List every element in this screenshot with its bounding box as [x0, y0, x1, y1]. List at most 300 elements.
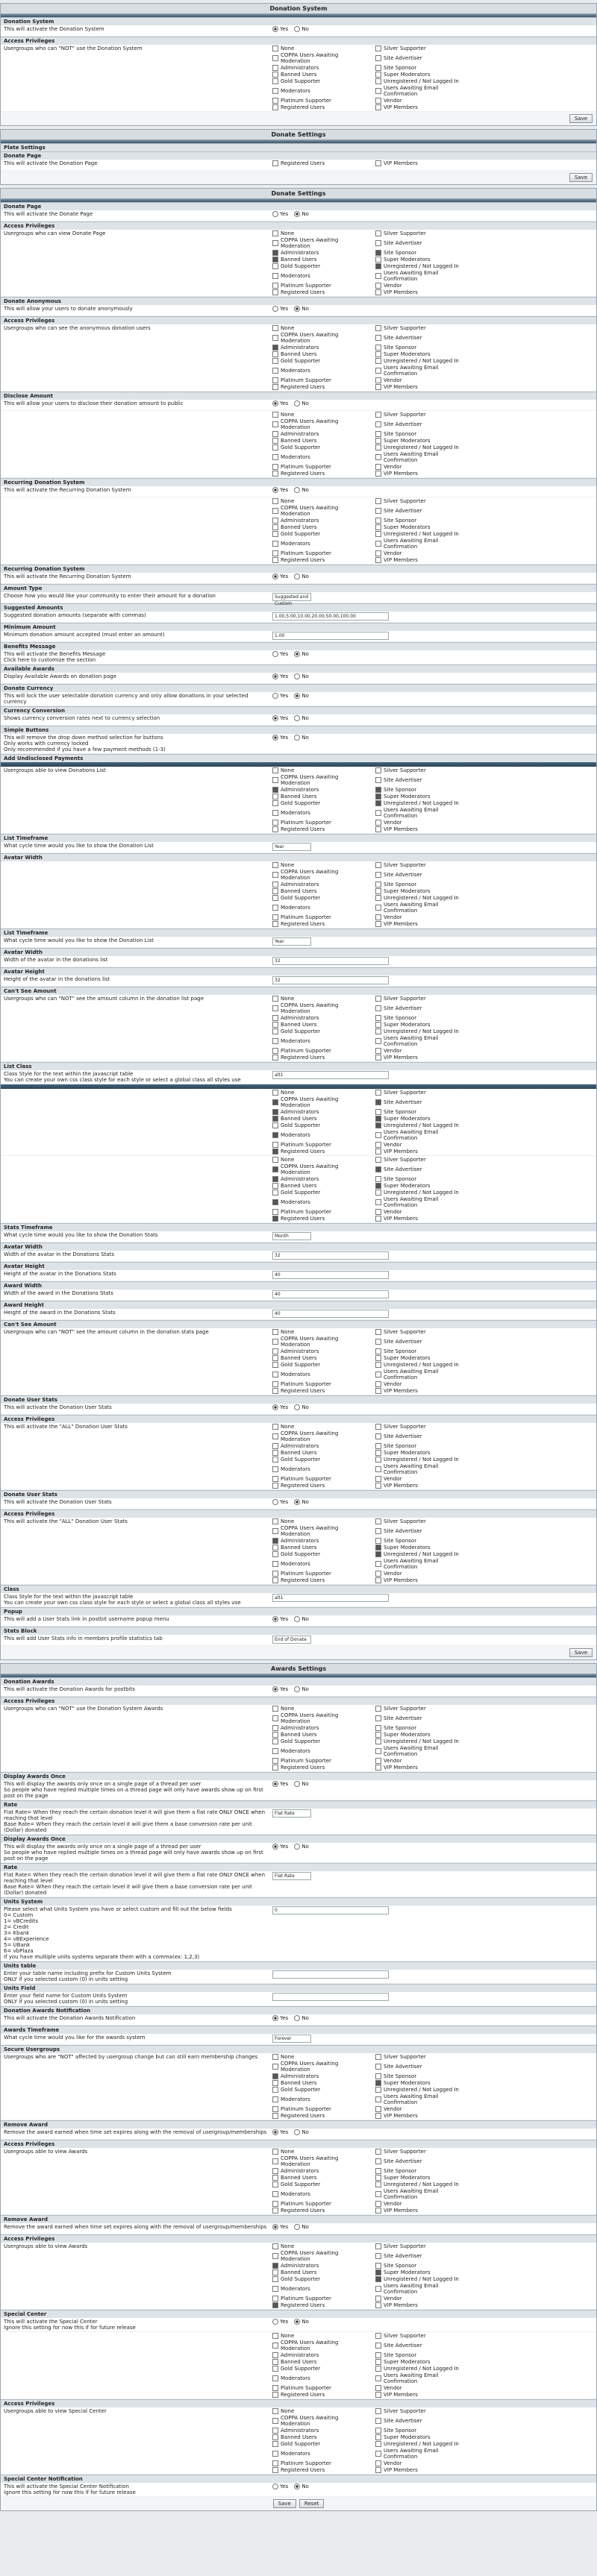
checkbox[interactable] — [375, 1388, 381, 1394]
save-button[interactable]: Save — [273, 2499, 296, 2508]
checkbox[interactable] — [375, 230, 381, 236]
checkbox[interactable] — [272, 1116, 278, 1122]
checkbox[interactable] — [375, 1424, 381, 1430]
checkbox[interactable] — [375, 444, 381, 450]
usergroup-checkbox[interactable] — [375, 45, 472, 51]
checkbox[interactable] — [272, 2467, 278, 2473]
checkbox[interactable] — [375, 820, 381, 826]
usergroup-checkbox[interactable] — [272, 2106, 369, 2112]
usergroup-checkbox[interactable] — [375, 451, 472, 463]
usergroup-checkbox[interactable] — [375, 2113, 472, 2119]
radio-no[interactable] — [294, 26, 300, 32]
usergroup-checkbox[interactable] — [375, 438, 472, 444]
checkbox[interactable] — [375, 335, 381, 341]
usergroup-checkbox[interactable] — [272, 2201, 369, 2207]
checkbox[interactable] — [375, 2343, 381, 2349]
usergroup-checkbox[interactable] — [375, 230, 472, 236]
checkbox[interactable] — [272, 438, 278, 444]
usergroup-checkbox[interactable] — [375, 800, 472, 806]
usergroup-checkbox[interactable] — [272, 2181, 369, 2187]
usergroup-checkbox[interactable] — [272, 1216, 369, 1222]
checkbox[interactable] — [375, 2467, 381, 2473]
usergroup-checkbox[interactable] — [272, 2340, 369, 2352]
checkbox[interactable] — [375, 1199, 381, 1205]
checkbox[interactable] — [272, 289, 278, 295]
checkbox[interactable] — [375, 826, 381, 832]
usergroup-checkbox[interactable] — [375, 1116, 472, 1122]
checkbox[interactable] — [272, 2343, 278, 2349]
checkbox[interactable] — [272, 1748, 278, 1754]
checkbox[interactable] — [272, 800, 278, 806]
select-field[interactable]: End of Donate — [272, 1636, 311, 1644]
usergroup-checkbox[interactable] — [272, 2061, 369, 2073]
usergroup-checkbox[interactable] — [272, 98, 369, 104]
usergroup-checkbox[interactable] — [375, 418, 472, 430]
usergroup-checkbox[interactable] — [272, 45, 369, 51]
checkbox[interactable] — [272, 1765, 278, 1771]
usergroup-checkbox[interactable] — [272, 518, 369, 524]
usergroup-checkbox[interactable] — [272, 1732, 369, 1738]
checkbox[interactable] — [272, 464, 278, 470]
checkbox[interactable] — [272, 250, 278, 256]
usergroup-checkbox[interactable] — [375, 1055, 472, 1061]
save-button[interactable]: Save — [569, 114, 593, 123]
checkbox[interactable] — [272, 794, 278, 799]
usergroup-checkbox[interactable] — [375, 2428, 472, 2434]
checkbox[interactable] — [272, 240, 278, 246]
usergroup-checkbox[interactable] — [272, 160, 369, 166]
usergroup-checkbox[interactable] — [375, 104, 472, 110]
usergroup-checkbox[interactable] — [272, 351, 369, 357]
usergroup-checkbox[interactable] — [272, 1362, 369, 1368]
usergroup-checkbox[interactable] — [272, 270, 369, 282]
checkbox[interactable] — [272, 1545, 278, 1551]
checkbox[interactable] — [272, 1476, 278, 1482]
checkbox[interactable] — [272, 1216, 278, 1222]
checkbox[interactable] — [272, 1528, 278, 1534]
usergroup-checkbox[interactable] — [375, 1028, 472, 1034]
checkbox[interactable] — [375, 1518, 381, 1524]
checkbox[interactable] — [375, 550, 381, 556]
checkbox[interactable] — [375, 1142, 381, 1148]
usergroup-checkbox[interactable] — [375, 1443, 472, 1449]
usergroup-checkbox[interactable] — [272, 505, 369, 517]
usergroup-checkbox[interactable] — [272, 418, 369, 430]
checkbox[interactable] — [375, 2191, 381, 2197]
usergroup-checkbox[interactable] — [375, 2087, 472, 2093]
usergroup-checkbox[interactable] — [272, 85, 369, 97]
usergroup-checkbox[interactable] — [375, 820, 472, 826]
usergroup-checkbox[interactable] — [272, 498, 369, 504]
usergroup-checkbox[interactable] — [375, 2201, 472, 2207]
usergroup-checkbox[interactable] — [272, 1142, 369, 1148]
checkbox[interactable] — [272, 1149, 278, 1155]
usergroup-checkbox[interactable] — [375, 289, 472, 295]
usergroup-checkbox[interactable] — [375, 888, 472, 894]
checkbox[interactable] — [272, 508, 278, 514]
usergroup-checkbox[interactable] — [375, 2168, 472, 2174]
usergroup-checkbox[interactable] — [375, 237, 472, 249]
usergroup-checkbox[interactable] — [375, 431, 472, 437]
select-field[interactable]: Flat Rate — [272, 1872, 311, 1880]
usergroup-checkbox[interactable] — [272, 325, 369, 331]
checkbox[interactable] — [272, 454, 278, 460]
usergroup-checkbox[interactable] — [375, 869, 472, 881]
checkbox[interactable] — [375, 1476, 381, 1482]
usergroup-checkbox[interactable] — [272, 1149, 369, 1155]
usergroup-checkbox[interactable] — [375, 1355, 472, 1361]
checkbox[interactable] — [375, 2408, 381, 2414]
radio-yes[interactable] — [272, 693, 278, 699]
usergroup-checkbox[interactable] — [375, 2181, 472, 2187]
checkbox[interactable] — [375, 377, 381, 383]
usergroup-checkbox[interactable] — [272, 921, 369, 927]
checkbox[interactable] — [272, 1048, 278, 1054]
save-button[interactable]: Save — [569, 173, 593, 182]
usergroup-checkbox[interactable] — [272, 2385, 369, 2391]
checkbox[interactable] — [272, 1518, 278, 1524]
checkbox[interactable] — [272, 55, 278, 61]
checkbox[interactable] — [375, 2158, 381, 2164]
usergroup-checkbox[interactable] — [272, 538, 369, 550]
usergroup-checkbox[interactable] — [272, 2372, 369, 2384]
radio-yes[interactable] — [272, 673, 278, 679]
usergroup-checkbox[interactable] — [375, 351, 472, 357]
checkbox[interactable] — [375, 263, 381, 269]
checkbox[interactable] — [375, 1748, 381, 1754]
checkbox[interactable] — [375, 2149, 381, 2155]
checkbox[interactable] — [272, 2286, 278, 2292]
usergroup-checkbox[interactable] — [272, 65, 369, 71]
usergroup-checkbox[interactable] — [272, 2333, 369, 2339]
radio-no[interactable] — [294, 574, 300, 579]
checkbox[interactable] — [272, 2181, 278, 2187]
checkbox[interactable] — [272, 104, 278, 110]
radio-no[interactable] — [294, 1686, 300, 1692]
usergroup-checkbox[interactable] — [375, 1706, 472, 1712]
usergroup-checkbox[interactable] — [375, 471, 472, 477]
usergroup-checkbox[interactable] — [272, 2434, 369, 2440]
checkbox[interactable] — [272, 1577, 278, 1583]
usergroup-checkbox[interactable] — [272, 377, 369, 383]
usergroup-checkbox[interactable] — [375, 2054, 472, 2060]
usergroup-checkbox[interactable] — [375, 325, 472, 331]
checkbox[interactable] — [272, 1466, 278, 1472]
usergroup-checkbox[interactable] — [272, 1712, 369, 1724]
checkbox[interactable] — [375, 2054, 381, 2060]
usergroup-checkbox[interactable] — [375, 1090, 472, 1096]
radio-yes[interactable] — [272, 211, 278, 217]
checkbox[interactable] — [375, 2269, 381, 2275]
usergroup-checkbox[interactable] — [272, 820, 369, 826]
usergroup-checkbox[interactable] — [375, 996, 472, 1002]
usergroup-checkbox[interactable] — [272, 2296, 369, 2302]
checkbox[interactable] — [272, 1381, 278, 1387]
checkbox[interactable] — [375, 283, 381, 289]
checkbox[interactable] — [272, 2073, 278, 2079]
usergroup-checkbox[interactable] — [375, 1362, 472, 1368]
checkbox[interactable] — [375, 996, 381, 1002]
usergroup-checkbox[interactable] — [272, 2283, 369, 2295]
checkbox[interactable] — [272, 1209, 278, 1215]
usergroup-checkbox[interactable] — [375, 794, 472, 799]
usergroup-checkbox[interactable] — [375, 557, 472, 563]
checkbox[interactable] — [375, 1099, 381, 1105]
checkbox[interactable] — [375, 1216, 381, 1222]
usergroup-checkbox[interactable] — [272, 1457, 369, 1463]
usergroup-checkbox[interactable] — [375, 882, 472, 888]
checkbox[interactable] — [375, 1715, 381, 1721]
usergroup-checkbox[interactable] — [375, 2243, 472, 2249]
usergroup-checkbox[interactable] — [272, 2263, 369, 2269]
checkbox[interactable] — [272, 1166, 278, 1172]
usergroup-checkbox[interactable] — [272, 1518, 369, 1524]
usergroup-checkbox[interactable] — [375, 1430, 472, 1442]
usergroup-checkbox[interactable] — [375, 1765, 472, 1771]
checkbox[interactable] — [375, 1457, 381, 1463]
checkbox[interactable] — [375, 1348, 381, 1354]
usergroup-checkbox[interactable] — [272, 1209, 369, 1215]
checkbox[interactable] — [375, 2296, 381, 2302]
checkbox[interactable] — [375, 289, 381, 295]
text-input[interactable]: 32 — [272, 1251, 389, 1260]
checkbox[interactable] — [375, 2253, 381, 2259]
text-input[interactable]: alt1 — [272, 1594, 389, 1602]
checkbox[interactable] — [272, 335, 278, 341]
usergroup-checkbox[interactable] — [272, 1443, 369, 1449]
usergroup-checkbox[interactable] — [375, 807, 472, 819]
usergroup-checkbox[interactable] — [375, 2340, 472, 2352]
usergroup-checkbox[interactable] — [272, 230, 369, 236]
usergroup-checkbox[interactable] — [375, 332, 472, 344]
checkbox[interactable] — [272, 1183, 278, 1189]
checkbox[interactable] — [272, 1005, 278, 1011]
checkbox[interactable] — [375, 1732, 381, 1738]
usergroup-checkbox[interactable] — [272, 431, 369, 437]
usergroup-checkbox[interactable] — [272, 1765, 369, 1771]
checkbox[interactable] — [272, 498, 278, 504]
radio-no[interactable] — [294, 1781, 300, 1787]
checkbox[interactable] — [272, 2168, 278, 2174]
checkbox[interactable] — [272, 1433, 278, 1439]
usergroup-checkbox[interactable] — [375, 2269, 472, 2275]
checkbox[interactable] — [375, 498, 381, 504]
usergroup-checkbox[interactable] — [272, 2408, 369, 2414]
usergroup-checkbox[interactable] — [375, 1157, 472, 1163]
checkbox[interactable] — [375, 862, 381, 868]
checkbox[interactable] — [272, 2201, 278, 2207]
usergroup-checkbox[interactable] — [375, 345, 472, 351]
usergroup-checkbox[interactable] — [272, 1577, 369, 1583]
checkbox[interactable] — [272, 550, 278, 556]
checkbox[interactable] — [272, 2366, 278, 2372]
usergroup-checkbox[interactable] — [272, 2366, 369, 2372]
checkbox[interactable] — [375, 1372, 381, 1377]
radio-yes[interactable] — [272, 1499, 278, 1505]
radio-yes[interactable] — [272, 2319, 278, 2325]
checkbox[interactable] — [375, 2096, 381, 2102]
checkbox[interactable] — [272, 1132, 278, 1138]
usergroup-checkbox[interactable] — [375, 358, 472, 364]
checkbox[interactable] — [272, 2359, 278, 2365]
checkbox[interactable] — [272, 412, 278, 418]
checkbox[interactable] — [272, 1372, 278, 1377]
usergroup-checkbox[interactable] — [375, 1457, 472, 1463]
usergroup-checkbox[interactable] — [272, 826, 369, 832]
checkbox[interactable] — [272, 98, 278, 104]
checkbox[interactable] — [272, 1339, 278, 1345]
checkbox[interactable] — [375, 2286, 381, 2292]
checkbox[interactable] — [375, 1132, 381, 1138]
save-button[interactable]: Save — [569, 1648, 593, 1657]
radio-yes[interactable] — [272, 651, 278, 657]
checkbox[interactable] — [375, 65, 381, 71]
checkbox[interactable] — [375, 1329, 381, 1335]
checkbox[interactable] — [272, 1571, 278, 1577]
usergroup-checkbox[interactable] — [272, 2352, 369, 2358]
usergroup-checkbox[interactable] — [375, 1149, 472, 1155]
usergroup-checkbox[interactable] — [375, 2175, 472, 2181]
usergroup-checkbox[interactable] — [272, 1738, 369, 1744]
checkbox[interactable] — [272, 1538, 278, 1544]
usergroup-checkbox[interactable] — [272, 464, 369, 470]
checkbox[interactable] — [272, 518, 278, 524]
checkbox[interactable] — [272, 1055, 278, 1061]
radio-yes[interactable] — [272, 1404, 278, 1410]
checkbox[interactable] — [375, 1528, 381, 1534]
checkbox[interactable] — [375, 921, 381, 927]
select-field[interactable]: Forever — [272, 2035, 311, 2043]
usergroup-checkbox[interactable] — [375, 2302, 472, 2308]
checkbox[interactable] — [375, 2168, 381, 2174]
usergroup-checkbox[interactable] — [375, 1725, 472, 1731]
usergroup-checkbox[interactable] — [272, 1055, 369, 1061]
usergroup-checkbox[interactable] — [375, 1476, 472, 1482]
usergroup-checkbox[interactable] — [272, 2168, 369, 2174]
radio-no[interactable] — [294, 2224, 300, 2230]
checkbox[interactable] — [272, 325, 278, 331]
checkbox[interactable] — [272, 421, 278, 427]
usergroup-checkbox[interactable] — [375, 1388, 472, 1394]
usergroup-checkbox[interactable] — [272, 2460, 369, 2466]
usergroup-checkbox[interactable] — [375, 1329, 472, 1335]
checkbox[interactable] — [375, 2181, 381, 2187]
checkbox[interactable] — [272, 1758, 278, 1764]
usergroup-checkbox[interactable] — [272, 524, 369, 530]
usergroup-checkbox[interactable] — [272, 2188, 369, 2200]
usergroup-checkbox[interactable] — [375, 1463, 472, 1475]
checkbox[interactable] — [375, 438, 381, 444]
checkbox[interactable] — [375, 1466, 381, 1472]
radio-yes[interactable] — [272, 1844, 278, 1850]
checkbox[interactable] — [375, 888, 381, 894]
radio-no[interactable] — [294, 1499, 300, 1505]
radio-yes[interactable] — [272, 574, 278, 579]
checkbox[interactable] — [375, 384, 381, 390]
checkbox[interactable] — [272, 1715, 278, 1721]
usergroup-checkbox[interactable] — [272, 1109, 369, 1115]
usergroup-checkbox[interactable] — [272, 996, 369, 1002]
checkbox[interactable] — [272, 431, 278, 437]
usergroup-checkbox[interactable] — [375, 1035, 472, 1047]
checkbox[interactable] — [272, 2428, 278, 2434]
usergroup-checkbox[interactable] — [375, 1483, 472, 1489]
checkbox[interactable] — [375, 1765, 381, 1771]
checkbox[interactable] — [375, 2106, 381, 2112]
checkbox[interactable] — [272, 2064, 278, 2070]
usergroup-checkbox[interactable] — [272, 451, 369, 463]
radio-no[interactable] — [294, 693, 300, 699]
usergroup-checkbox[interactable] — [272, 2392, 369, 2398]
checkbox[interactable] — [375, 2460, 381, 2466]
usergroup-checkbox[interactable] — [375, 160, 472, 166]
checkbox[interactable] — [375, 1015, 381, 1021]
usergroup-checkbox[interactable] — [272, 1463, 369, 1475]
checkbox[interactable] — [272, 2333, 278, 2339]
usergroup-checkbox[interactable] — [375, 1196, 472, 1208]
checkbox[interactable] — [272, 1190, 278, 1196]
usergroup-checkbox[interactable] — [375, 1015, 472, 1021]
checkbox[interactable] — [375, 2434, 381, 2440]
checkbox[interactable] — [375, 557, 381, 563]
checkbox[interactable] — [272, 1015, 278, 1021]
usergroup-checkbox[interactable] — [375, 1048, 472, 1054]
usergroup-checkbox[interactable] — [272, 2080, 369, 2086]
usergroup-checkbox[interactable] — [375, 2149, 472, 2155]
usergroup-checkbox[interactable] — [272, 1163, 369, 1175]
usergroup-checkbox[interactable] — [272, 2243, 369, 2249]
usergroup-checkbox[interactable] — [375, 2408, 472, 2414]
text-input[interactable]: alt1 — [272, 1071, 389, 1079]
usergroup-checkbox[interactable] — [272, 1035, 369, 1047]
checkbox[interactable] — [375, 2375, 381, 2381]
checkbox[interactable] — [375, 1055, 381, 1061]
usergroup-checkbox[interactable] — [272, 895, 369, 901]
checkbox[interactable] — [272, 2096, 278, 2102]
checkbox[interactable] — [375, 2352, 381, 2358]
checkbox[interactable] — [375, 2064, 381, 2070]
checkbox[interactable] — [375, 368, 381, 374]
checkbox[interactable] — [375, 1551, 381, 1557]
usergroup-checkbox[interactable] — [272, 257, 369, 263]
checkbox[interactable] — [375, 2087, 381, 2093]
checkbox[interactable] — [375, 1433, 381, 1439]
checkbox[interactable] — [375, 1483, 381, 1489]
usergroup-checkbox[interactable] — [375, 538, 472, 550]
checkbox[interactable] — [375, 412, 381, 418]
radio-no[interactable] — [294, 1404, 300, 1410]
text-input[interactable]: 32 — [272, 976, 389, 984]
usergroup-checkbox[interactable] — [375, 1551, 472, 1557]
usergroup-checkbox[interactable] — [375, 1142, 472, 1148]
checkbox[interactable] — [375, 55, 381, 61]
usergroup-checkbox[interactable] — [375, 2352, 472, 2358]
usergroup-checkbox[interactable] — [375, 1096, 472, 1108]
usergroup-checkbox[interactable] — [272, 52, 369, 64]
checkbox[interactable] — [272, 1109, 278, 1115]
usergroup-checkbox[interactable] — [375, 65, 472, 71]
checkbox[interactable] — [375, 1706, 381, 1712]
checkbox[interactable] — [272, 1424, 278, 1430]
checkbox[interactable] — [375, 2418, 381, 2424]
usergroup-checkbox[interactable] — [272, 78, 369, 84]
checkbox[interactable] — [272, 826, 278, 832]
checkbox[interactable] — [375, 1538, 381, 1544]
checkbox[interactable] — [375, 2175, 381, 2181]
usergroup-checkbox[interactable] — [272, 358, 369, 364]
usergroup-checkbox[interactable] — [272, 1015, 369, 1021]
checkbox[interactable] — [375, 1116, 381, 1122]
